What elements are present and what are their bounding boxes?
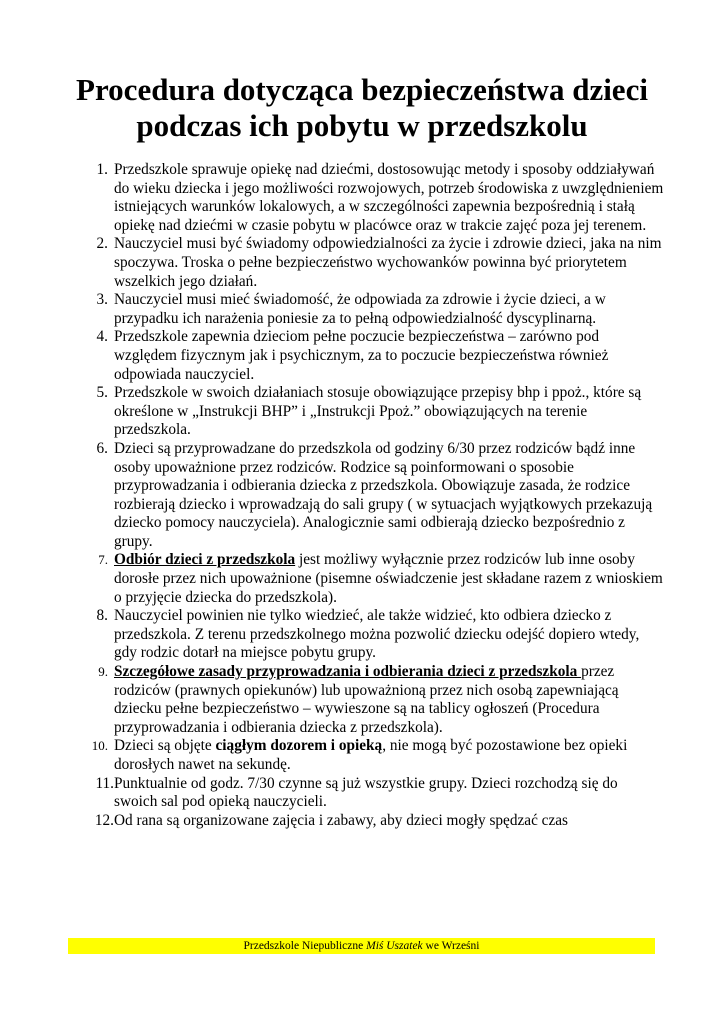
list-item-8 — [78, 607, 664, 663]
list-item-3 — [78, 291, 664, 328]
procedure-list — [78, 161, 664, 830]
item-number: 3. — [96, 291, 108, 309]
list-item-7 — [78, 551, 664, 607]
item-bold-phrase: ciągłym dozorem i opieką — [215, 737, 383, 755]
item-number: 11. — [95, 774, 114, 792]
footer-school-name: Miś Uszatek — [366, 940, 423, 952]
item-number: 6. — [96, 439, 108, 457]
item-text: Dzieci są przyprowadzane do przedszkola od godziny 6/30 przez rodziców bądź inne osoby upoważnione przez rodziców. Rodzice są poinformowani o sposobie przyprowadzania i odbierania dziecka z przedszkola. Obowiązuje zasada, że rodzice rozbierają dziecko i wprowadzają do sali grupy ( w sytuacjach wyjątkowych przekazują dziecko pomocy nauczyciela). Analogicznie sami odbierają dziecko bezpośrednio z grupy. — [114, 439, 653, 550]
item-text-before: Dzieci są objęte — [114, 737, 216, 755]
list-item-10 — [78, 737, 664, 774]
item-number: 8. — [96, 607, 108, 625]
item-text — [114, 663, 664, 737]
item-number: 5. — [96, 384, 108, 402]
item-text-rest: przez rodziców (prawnych opiekunów) lub upoważnioną przez nich osobą zapewniającą dziecku pełne bezpieczeństwo – wywieszone są na tablicy ogłoszeń (Procedura przyprowadzania i odbierania dziecka z przedszkola). — [114, 663, 619, 736]
list-item-2 — [78, 235, 664, 291]
item-text — [114, 551, 664, 607]
item-text: Nauczyciel musi mieć świadomość, że odpowiada za zdrowie i życie dzieci, a w przypadku ich narażenia poniesie za to pełną odpowiedzialność dyscyplinarną. — [114, 291, 606, 327]
list-item-4 — [78, 328, 664, 384]
item-text: Nauczyciel musi być świadomy odpowiedzialności za życie i zdrowie dzieci, jaka na nim spoczywa. Troska o pełne bezpieczeństwo wychowanków powinna być priorytetem wszelkich jego działań. — [114, 235, 662, 290]
item-number: 2. — [96, 235, 108, 253]
item-text: Od rana są organizowane zajęcia i zabawy, aby dzieci mogły spędzać czas — [114, 811, 569, 829]
item-text: Nauczyciel powinien nie tylko wiedzieć, ale także widzieć, kto odbiera dziecko z przedszkola. Z terenu przedszkolnego można pozwolić dziecku odejść dopiero wtedy, gdy rodzic dotarł na miejsce pobytu grupy. — [114, 607, 640, 662]
list-item-12 — [78, 812, 664, 831]
item-number: 10. — [91, 738, 108, 754]
item-text: Przedszkole w swoich działaniach stosuje obowiązujące przepisy bhp i ppoż., które są określone w „Instrukcji BHP” i „Instrukcji Ppoż.” obowiązujących na terenie przedszkola. — [114, 384, 642, 439]
list-item-5 — [78, 384, 664, 440]
item-bold-phrase: Szczegółowe zasady przyprowadzania i odbierania dzieci z przedszkola — [114, 663, 582, 681]
page-title-line-1: Procedura dotycząca bezpieczeństwa dzieci — [76, 72, 648, 107]
item-text-rest: jest możliwy wyłącznie przez rodziców lub inne osoby dorosłe przez nich upoważnione (pisemne oświadczenie jest składane razem z wnioskiem o przyjęcie dziecka do przedszkola). — [114, 551, 663, 606]
item-number: 1. — [96, 161, 108, 178]
item-number: 12. — [94, 811, 114, 829]
item-text-rest: , nie mogą być pozostawione bez opieki dorosłych nawet na sekundę. — [114, 737, 628, 773]
footer-bar — [68, 938, 655, 954]
item-text — [114, 737, 664, 774]
footer-suffix: we Wrześni — [422, 940, 480, 952]
list-item-1 — [78, 161, 664, 235]
page-title — [40, 72, 684, 144]
list-item-11 — [78, 775, 664, 812]
item-text: Przedszkole zapewnia dzieciom pełne poczucie bezpieczeństwa – zarówno pod względem fizycznym jak i psychicznym, za to poczucie bezpieczeństwa również odpowiada nauczyciel. — [114, 328, 609, 383]
item-text: Punktualnie od godz. 7/30 czynne są już wszystkie grupy. Dzieci rozchodzą się do swoich sal pod opieką nauczycieli. — [114, 774, 618, 811]
list-item-9 — [78, 663, 664, 737]
item-number: 4. — [96, 328, 108, 346]
item-number: 9. — [98, 664, 108, 680]
item-text: Przedszkole sprawuje opiekę nad dziećmi, dostosowując metody i sposoby oddziaływań do wieku dziecka i jego możliwości rozwojowych, potrzeb środowiska z uwzględnieniem istniejących warunków lokalowych, a w szczególności zapewnia bezpośrednią i stałą opiekę nad dziećmi w czasie pobytu w placówce oraz w trakcie zajęć poza jej terenem. — [114, 161, 664, 234]
footer-prefix: Przedszkole Niepubliczne — [243, 940, 367, 952]
item-number: 7. — [98, 552, 108, 568]
page-title-line-2: podczas ich pobytu w przedszkolu — [136, 108, 588, 143]
list-item-6 — [78, 440, 664, 552]
item-bold-phrase: Odbiór dzieci z przedszkola — [114, 551, 296, 569]
